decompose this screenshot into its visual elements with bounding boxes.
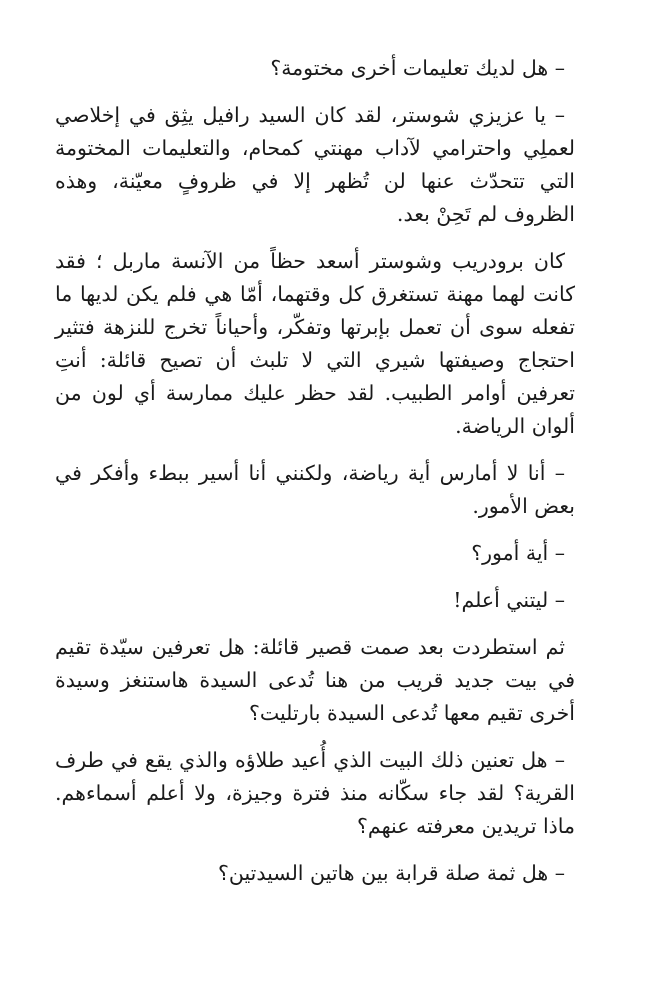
dialogue-line: – ليتني أعلم! [453, 588, 565, 612]
dialogue-line: – هل تعنين ذلك البيت الذي أُعيد طلاؤه والذي يقع في طرف القرية؟ لقد جاء سكّانه منذ فترة وجيزة، ولا أعلم أسماءهم. ماذا تريدين معرفته عنهم؟ [55, 748, 575, 838]
dialogue-line: – أية أمور؟ [471, 541, 565, 565]
narrative-paragraph: كان برودريب وشوستر أسعد حظاً من الآنسة ماربل ؛ فقد كانت لهما مهنة تستغرق كل وقتهما، أمّا هي فلم يكن لديها ما تفعله سوى أن تعمل بإبرتها وتفكّر، وأحياناً تخرج للنزهة فتثير احتجاج وصيفتها شيري التي لا تلبث أن تصيح قائلة: أنتِ تعرفين أوامر الطبيب. لقد حظر عليك ممارسة أي لون من ألوان الرياضة. [55, 249, 575, 438]
dialogue-line: – يا عزيزي شوستر، لقد كان السيد رافيل يثِق في إخلاصي لعملِي واحترامي لآداب مهنتي كمحام، والتعليمات المختومة التي تتحدّث عنها لن تُظهر إلا في ظروفٍ معيّنة، وهذه الظروف لم تَحِنْ بعد. [55, 103, 575, 226]
dialogue-line: – هل ثمة صلة قرابة بين هاتين السيدتين؟ [217, 861, 565, 885]
dialogue-line: – هل لديك تعليمات أخرى مختومة؟ [270, 56, 565, 80]
book-page [55, 52, 575, 890]
dialogue-line: – أنا لا أمارس أية رياضة، ولكنني أنا أسير ببطء وأفكر في بعض الأمور. [55, 461, 575, 518]
narrative-paragraph: ثم استطردت بعد صمت قصير قائلة: هل تعرفين سيّدة تقيم في بيت جديد قريب من هنا تُدعى السيدة هاستنغز وسيدة أخرى تقيم معها تُدعى السيدة بارتليت؟ [55, 635, 575, 725]
